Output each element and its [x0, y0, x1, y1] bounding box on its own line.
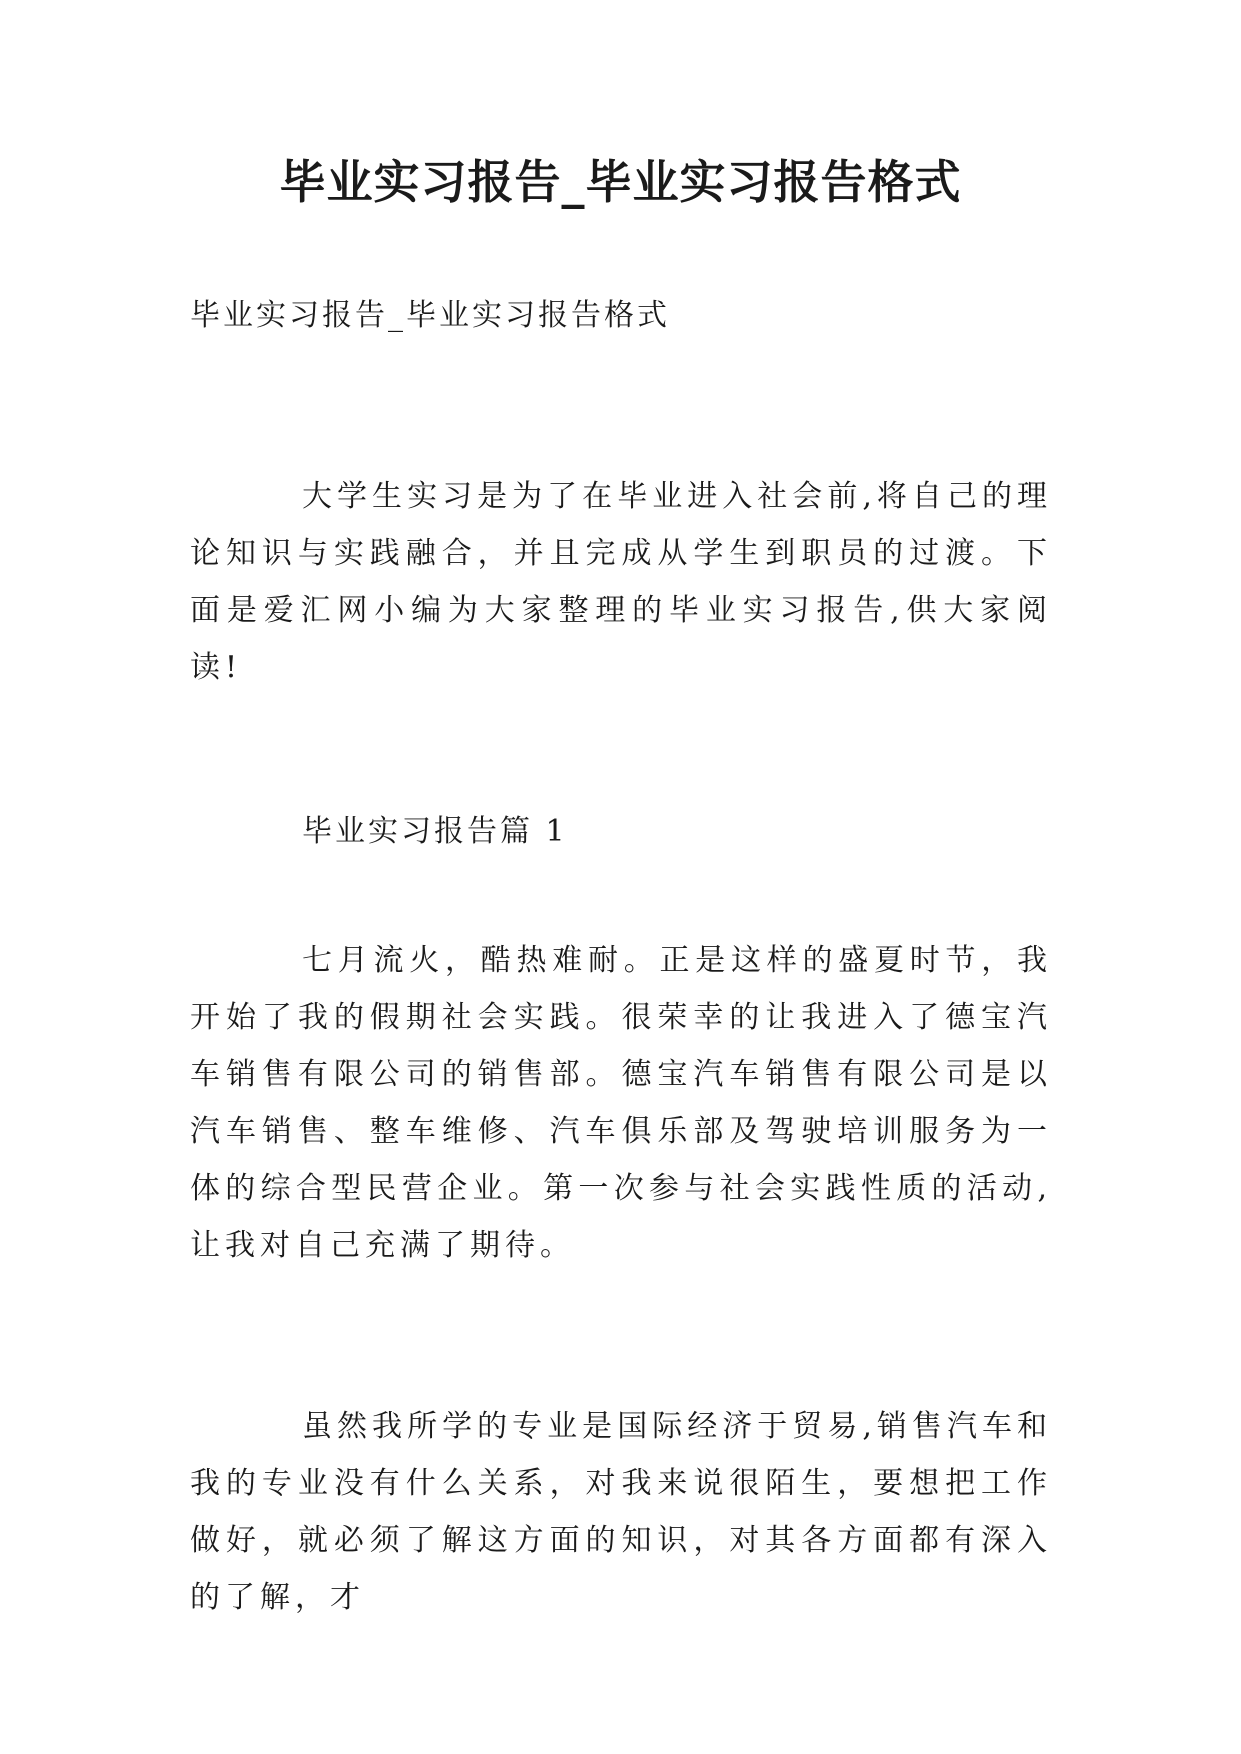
body-paragraph-1: 七月流火，酷热难耐。正是这样的盛夏时节，我开始了我的假期社会实践。很荣幸的让我进入了德宝汽车销售有限公司的销售部。德宝汽车销售有限公司是以汽车销售、整车维修、汽车俱乐部及驾驶培训服务为一体的综合型民营企业。第一次参与社会实践性质的活动,让我对自己充满了期待。 [190, 943, 1052, 1263]
body-paragraph-2: 虽然我所学的专业是国际经济于贸易,销售汽车和我的专业没有什么关系，对我来说很陌生，要想把工作做好，就必须了解这方面的知识，对其各方面都有深入的了解，才 [190, 1409, 1052, 1615]
section-heading: 毕业实习报告篇 1 [302, 814, 568, 849]
intro-paragraph: 大学生实习是为了在毕业进入社会前,将自己的理论知识与实践融合，并且完成从学生到职员的过渡。下面是爱汇网小编为大家整理的毕业实习报告,供大家阅读! [190, 479, 1052, 685]
document-subtitle: 毕业实习报告_毕业实习报告格式 [190, 298, 670, 333]
document-title: 毕业实习报告_毕业实习报告格式 [279, 155, 962, 209]
